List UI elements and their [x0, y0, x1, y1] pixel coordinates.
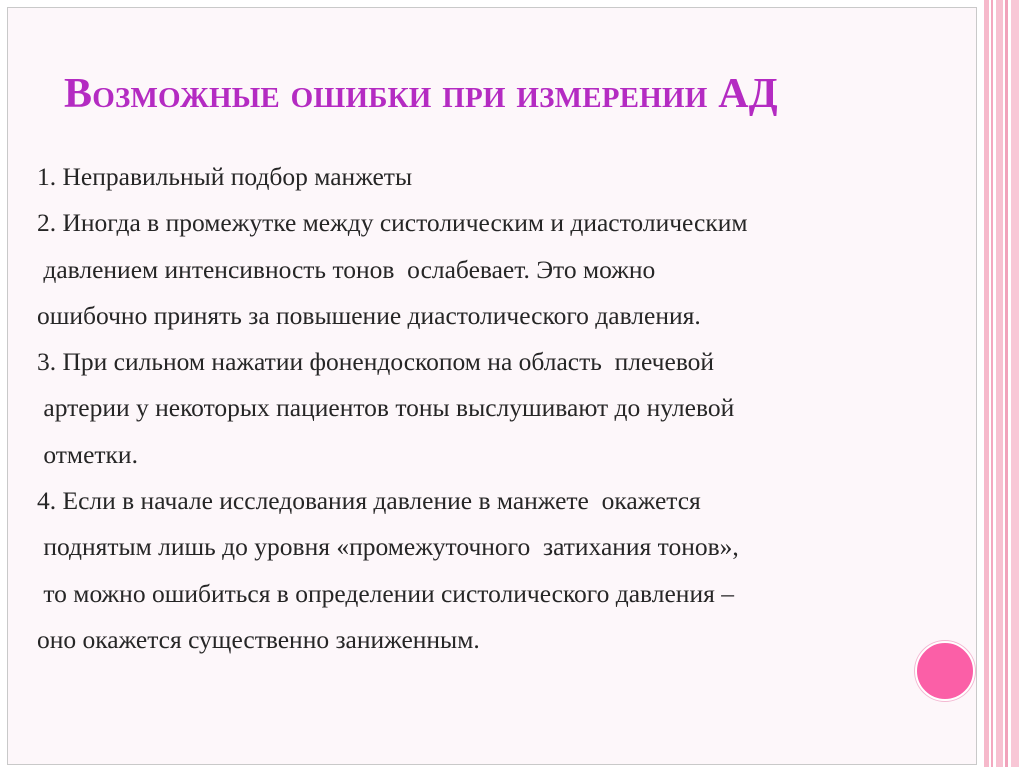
decorative-stripe — [984, 0, 989, 767]
slide-body — [37, 154, 937, 663]
body-line-5: 3. При сильном нажатии фонендоскопом на область плечевой — [37, 347, 715, 377]
body-line-6: артерии у некоторых пациентов тоны выслушивают до нулевой — [37, 393, 735, 423]
body-line-9: поднятым лишь до уровня «промежуточного затихания тонов», — [37, 532, 739, 562]
body-line-7: отметки. — [37, 439, 138, 469]
body-line-2: 2. Иногда в промежутке между систолическим и диастолическим — [37, 208, 748, 238]
decorative-stripe — [1011, 0, 1019, 767]
body-line-3: давлением интенсивность тонов ослабевает. Это можно — [37, 254, 656, 284]
decorative-stripe — [1005, 0, 1008, 767]
body-line-8: 4. Если в начале исследования давление в манжете окажется — [37, 486, 701, 516]
body-line-10: то можно ошибиться в определении систолического давления – — [37, 578, 734, 608]
slide-title: Возможные ошибки при измерении АД — [64, 71, 778, 117]
decorative-circle — [915, 641, 975, 701]
decorative-stripe — [991, 0, 993, 767]
body-line-1: 1. Неправильный подбор манжеты — [37, 162, 413, 191]
decorative-stripe — [996, 0, 1003, 767]
body-line-11: оно окажется существенно заниженным. — [37, 624, 480, 654]
body-line-4: ошибочно принять за повышение диастолического давления. — [37, 300, 701, 330]
